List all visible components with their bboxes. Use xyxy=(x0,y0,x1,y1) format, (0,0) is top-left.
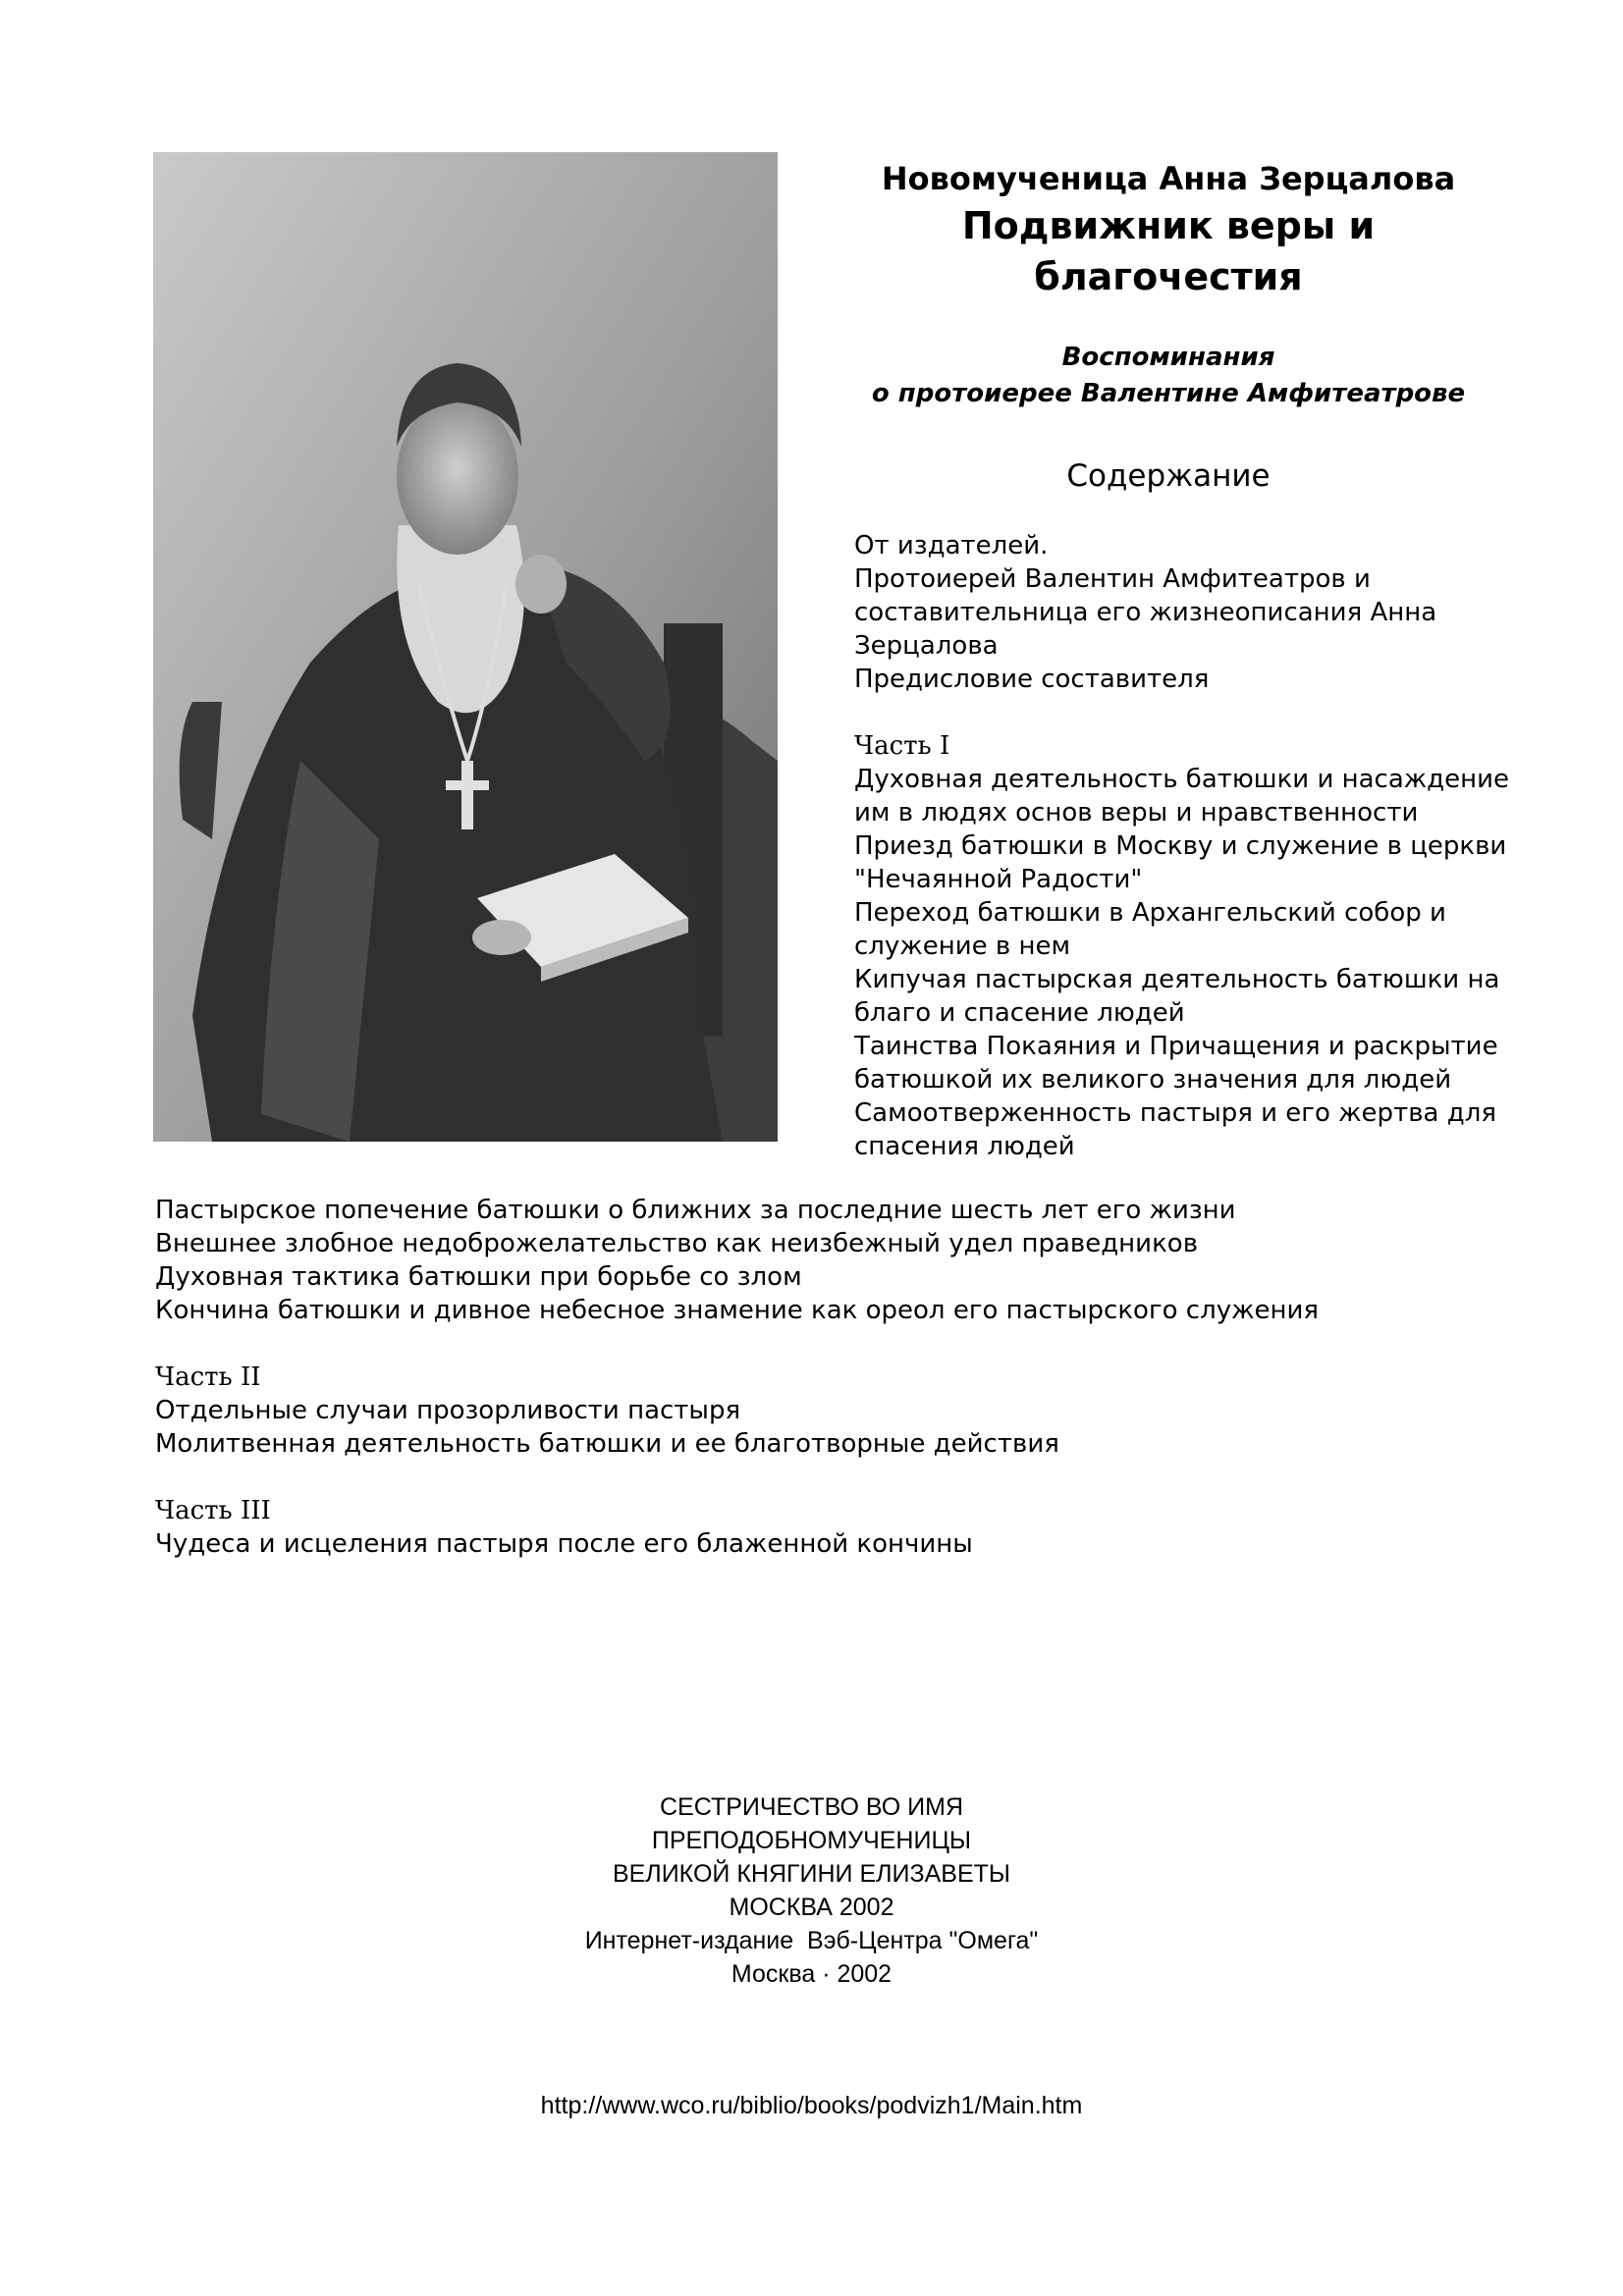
toc-entry: Чудеса и исцеления пастыря после его блаженной кончины xyxy=(155,1529,973,1559)
toc-entry: благо и спасение людей xyxy=(854,998,1185,1028)
toc-right-column xyxy=(854,529,1510,1163)
publisher-line: ПРЕПОДОБНОМУЧЕНИЦЫ xyxy=(651,1827,972,1854)
toc-entry: От издателей. xyxy=(854,531,1049,561)
toc-entry: Кончина батюшки и дивное небесное знамение как ореол его пастырского служения xyxy=(155,1296,1320,1325)
toc-entry: Пастырское попечение батюшки о ближних за последние шесть лет его жизни xyxy=(155,1196,1236,1225)
toc-entry: Таинства Покаяния и Причащения и раскрытие xyxy=(854,1032,1498,1061)
portrait-photo-drawing xyxy=(153,152,778,1142)
title-block xyxy=(835,157,1502,412)
toc-spacer xyxy=(155,1327,1530,1361)
toc-entry: Духовная деятельность батюшки и насаждение xyxy=(854,765,1510,794)
toc-entry: составительница его жизнеописания Анна xyxy=(854,598,1437,627)
toc-entry: Приезд батюшки в Москву и служение в церкви xyxy=(854,831,1507,861)
portrait-photo xyxy=(153,152,778,1142)
toc-entry: Переход батюшки в Архангельский собор и xyxy=(854,898,1446,928)
publisher-line: МОСКВА 2002 xyxy=(729,1894,894,1921)
toc-full-width xyxy=(155,1194,1530,1561)
toc-spacer xyxy=(155,1461,1530,1494)
toc-entry: "Нечаянной Радости" xyxy=(854,865,1143,894)
publisher-line: ВЕЛИКОЙ КНЯГИНИ ЕЛИЗАВЕТЫ xyxy=(612,1860,1011,1888)
source-url: http://www.wco.ru/biblio/books/podvizh1/Main.htm xyxy=(540,2092,1083,2119)
toc-spacer xyxy=(854,696,1502,729)
publisher-line: Интернет-издание Вэб-Центра "Омега" xyxy=(584,1927,1039,1954)
author-name: Новомученица Анна Зерцалова xyxy=(881,160,1456,197)
toc-entry: Предисловие составителя xyxy=(854,665,1210,694)
toc-entry: спасения людей xyxy=(854,1132,1075,1161)
publisher-line: Москва · 2002 xyxy=(730,1960,893,1988)
toc-entry: батюшкой их великого значения для людей xyxy=(854,1065,1452,1095)
toc-part-heading: Часть II xyxy=(155,1362,261,1392)
toc-entry: Самоотверженность пастыря и его жертва для xyxy=(854,1098,1496,1128)
toc-entry: Молитвенная деятельность батюшки и ее благотворные действия xyxy=(155,1429,1059,1459)
publisher-line: СЕСТРИЧЕСТВО ВО ИМЯ xyxy=(659,1793,964,1821)
toc-entry: им в людях основ веры и нравственности xyxy=(854,798,1419,828)
toc-entry: Протоиерей Валентин Амфитеатров и xyxy=(854,564,1371,594)
toc-heading: Содержание xyxy=(1066,458,1271,494)
subtitle-line-1: Воспоминания xyxy=(1061,343,1275,372)
toc-entry: Отдельные случаи прозорливости пастыря xyxy=(155,1396,741,1425)
toc-entry: Духовная тактика батюшки при борьбе со злом xyxy=(155,1262,802,1292)
book-title-line-2: благочестия xyxy=(1034,255,1303,298)
toc-entry: Кипучая пастырская деятельность батюшки на xyxy=(854,965,1500,994)
subtitle-line-2: о протоиерее Валентине Амфитеатрове xyxy=(871,379,1466,408)
toc-entry: Внешнее злобное недоброжелательство как неизбежный удел праведников xyxy=(155,1229,1199,1258)
toc-part-heading: Часть I xyxy=(854,731,950,761)
publisher-block xyxy=(0,1790,1623,1991)
book-title-line-1: Подвижник веры и xyxy=(961,204,1376,247)
toc-part-heading: Часть III xyxy=(155,1496,271,1525)
toc-entry: Зерцалова xyxy=(854,631,999,661)
toc-entry: служение в нем xyxy=(854,932,1071,961)
